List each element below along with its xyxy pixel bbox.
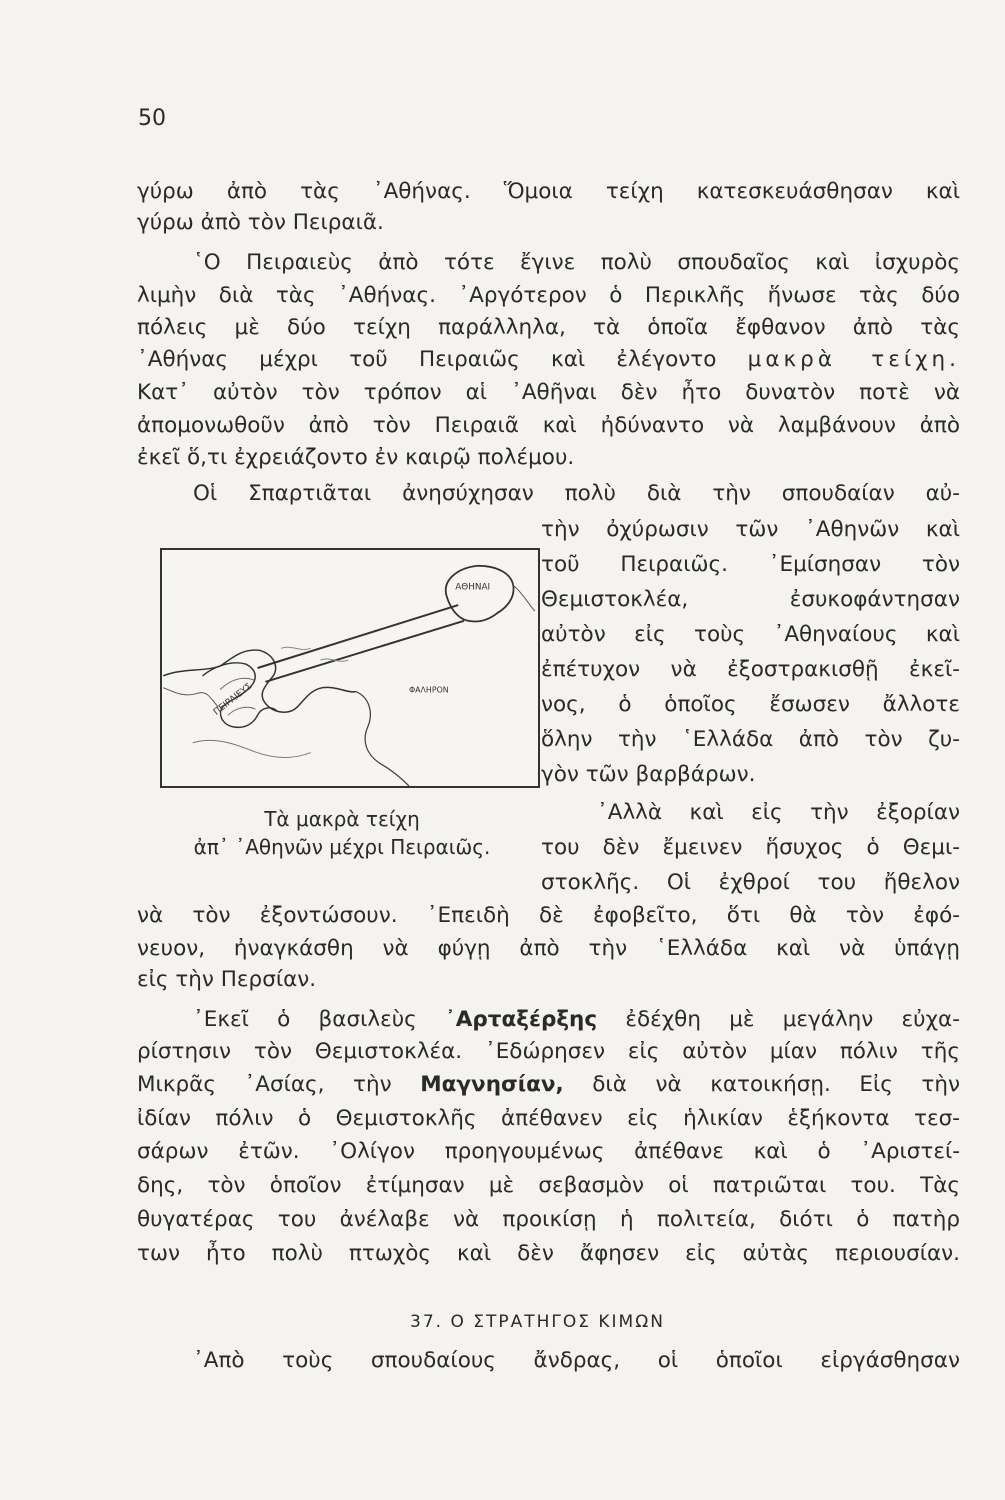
text-line: ἐκεῖ ὅ,τι ἐχρειάζοντο ἐν καιρῷ πολέμου. xyxy=(137,445,575,470)
text-line: τὴν ὀχύρωσιν τῶν ᾿Αθηνῶν καὶ xyxy=(541,517,960,542)
text-line xyxy=(193,1004,960,1035)
long-wall-north xyxy=(258,605,459,668)
text-line: ὅλην τὴν ῾Ελλάδα ἀπὸ τὸν ζυ- xyxy=(541,727,960,752)
athens-walls xyxy=(446,566,514,622)
long-wall-south xyxy=(265,621,464,682)
phaleron-coast xyxy=(356,692,409,786)
figure-caption: ἀπ᾿ ᾿Αθηνῶν μέχρι Πειραιῶς. xyxy=(193,835,491,859)
text-segment: Μικρᾶς ᾿Ασίας, τὴν xyxy=(137,1072,392,1097)
section-heading: 37. Ο ΣΤΡΑΤΗΓΟΣ ΚΙΜΩΝ xyxy=(410,1312,665,1332)
text-line: αὐτὸν εἰς τοὺς ᾿Αθηναίους καὶ xyxy=(541,622,960,647)
text-line: πόλεις μὲ δύο τείχη παράλληλα, τὰ ὁποῖα ἔφθανον ἀπὸ τὰς xyxy=(137,315,960,340)
text-line: του δὲν ἔμεινεν ἥσυχος ὁ Θεμι- xyxy=(541,835,960,860)
emphasized-term: μακρὰ τείχη. xyxy=(747,347,960,372)
text-line: γύρω ἀπὸ τὸν Πειραιᾶ. xyxy=(137,210,384,235)
text-line: Θεμιστοκλέα, ἐσυκοφάντησαν xyxy=(541,587,960,612)
text-segment: ᾿Εκεῖ ὁ βασιλεὺς xyxy=(193,1007,417,1032)
emphasized-name: Μαγνησίαν, xyxy=(420,1072,564,1097)
text-line: στοκλῆς. Οἱ ἐχθροί του ἤθελον xyxy=(541,870,960,895)
text-line xyxy=(137,1069,960,1100)
text-line: ρίστησιν τὸν Θεμιστοκλέα. ᾿Εδώρησεν εἰς αὐτὸν μίαν πόλιν τῆς xyxy=(137,1039,960,1064)
emphasized-name: ᾿Αρταξέρξης xyxy=(445,1007,598,1032)
text-line: δης, τὸν ὁποῖον ἐτίμησαν μὲ σεβασμὸν οἱ πατριῶται του. Τὰς xyxy=(137,1173,960,1198)
text-line: ἀπομονωθοῦν ἀπὸ τὸν Πειραιᾶ καὶ ἠδύναντο νὰ λαμβάνουν ἀπὸ xyxy=(137,413,960,438)
text-line: νος, ὁ ὁποῖος ἔσωσεν ἄλλοτε xyxy=(541,692,960,717)
text-line: νὰ τὸν ἐξοντώσουν. ᾿Επειδὴ δὲ ἐφοβεῖτο, ὅτι θὰ τὸν ἐφό- xyxy=(137,903,960,928)
text-line: νευον, ἠναγκάσθη νὰ φύγῃ ἀπὸ τὴν ῾Ελλάδα καὶ νὰ ὑπάγῃ xyxy=(137,936,960,961)
athens-label: ΑΘΗΝΑΙ xyxy=(455,582,491,593)
text-line: ᾿Αλλὰ καὶ εἰς τὴν ἐξορίαν xyxy=(597,800,960,825)
long-walls-map xyxy=(160,548,540,788)
page-number: 50 xyxy=(138,106,166,131)
text-line: ἰδίαν πόλιν ὁ Θεμιστοκλῆς ἀπέθανεν εἰς ἡλικίαν ἑξήκοντα τεσ- xyxy=(137,1106,960,1131)
text-line: θυγατέρας του ἀνέλαβε νὰ προικίσῃ ἡ πολιτεία, διότι ὁ πατὴρ xyxy=(137,1207,960,1232)
text-line: γὸν τῶν βαρβάρων. xyxy=(541,762,756,787)
figure-caption: Τὰ μακρὰ τείχη xyxy=(264,807,420,831)
text-line: ᾿Απὸ τοὺς σπουδαίους ἄνδρας, οἱ ὁποῖοι εἰργάσθησαν xyxy=(193,1348,960,1373)
map-drawing xyxy=(162,550,538,786)
text-line: λιμὴν διὰ τὰς ᾿Αθήνας. ᾿Αργότερον ὁ Περικλῆς ἥνωσε τὰς δύο xyxy=(137,283,960,308)
text-line: γύρω ἀπὸ τὰς ᾿Αθήνας. Ὅμοια τείχη κατεσκευάσθησαν καὶ xyxy=(137,179,960,204)
text-line xyxy=(137,344,960,375)
text-line: τοῦ Πειραιῶς. ᾿Εμίσησαν τὸν xyxy=(541,552,960,577)
coastline xyxy=(193,740,311,757)
coastline xyxy=(163,688,218,708)
text-line: των ἦτο πολὺ πτωχὸς καὶ δὲν ἄφησεν εἰς αὐτὰς περιουσίαν. xyxy=(137,1241,960,1266)
phaleron-label: ΦΑΛΗΡΟΝ xyxy=(409,685,449,695)
text-line: εἰς τὴν Περσίαν. xyxy=(137,967,317,992)
text-line: ῾Ο Πειραιεὺς ἀπὸ τότε ἔγινε πολὺ σπουδαῖος καὶ ἰσχυρὸς xyxy=(193,250,960,275)
text-line: Οἱ Σπαρτιᾶται ἀνησύχησαν πολὺ διὰ τὴν σπουδαίαν αὐ- xyxy=(193,481,960,506)
text-line: ἐπέτυχον νὰ ἐξοστρακισθῇ ἐκεῖ- xyxy=(541,657,960,682)
text-line: Κατ᾿ αὐτὸν τὸν τρόπον αἱ ᾿Αθῆναι δὲν ἦτο δυνατὸν ποτὲ νὰ xyxy=(137,380,960,405)
text-segment: ἐδέχθη μὲ μεγάλην εὐχα- xyxy=(625,1007,960,1032)
text-segment: διὰ νὰ κατοικήσῃ. Εἰς τὴν xyxy=(592,1072,961,1097)
text-segment: ᾿Αθήνας μέχρι τοῦ Πειραιῶς καὶ ἐλέγοντο xyxy=(137,347,717,372)
text-line: σάρων ἐτῶν. ᾿Ολίγον προηγουμένως ἀπέθανε καὶ ὁ ᾿Αριστεί- xyxy=(137,1139,960,1164)
piraeus-label: ΠΕΙΡΑΙΕΥΣ xyxy=(211,681,254,718)
terrain-line xyxy=(513,585,535,611)
